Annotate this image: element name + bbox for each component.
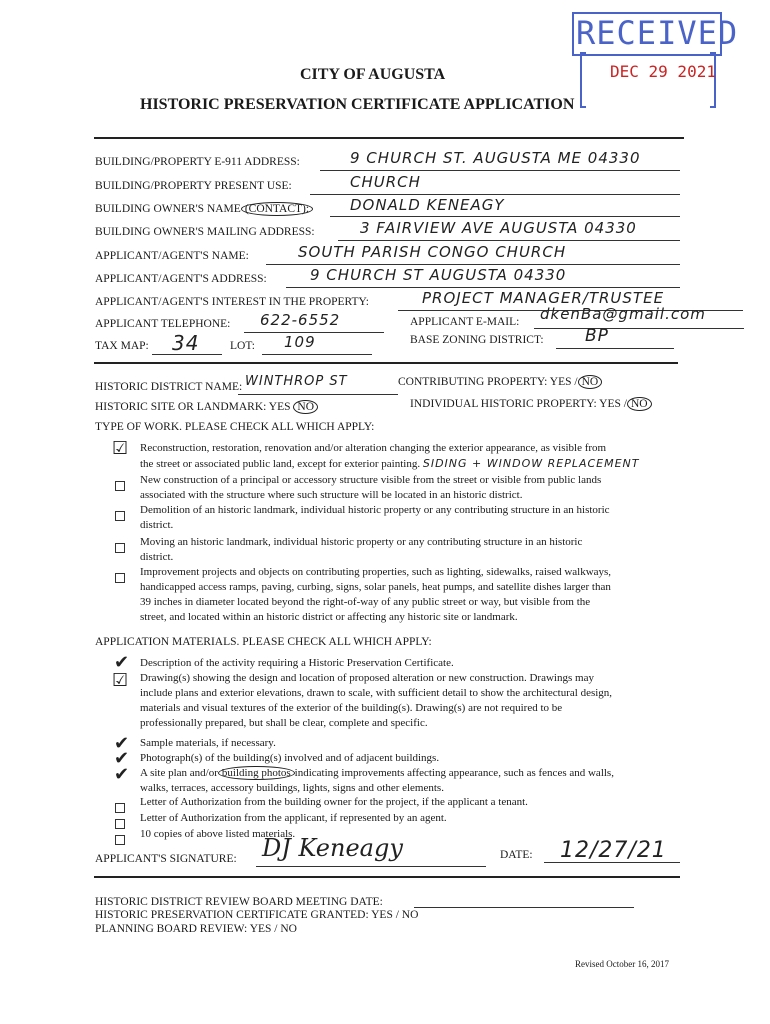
material-box-8-icon — [115, 835, 125, 845]
material-box-6-icon — [115, 803, 125, 813]
work-item-5-line3: 39 inches in diameter located beyond the right-of-way of any public street or way, but visible from the — [140, 596, 591, 608]
agent-address-value[interactable]: 9 CHURCH ST AUGUSTA 04330 — [310, 266, 567, 284]
taxmap-label: TAX MAP: — [95, 340, 149, 352]
owner-value[interactable]: DONALD KENEAGY — [350, 196, 505, 214]
applicant-signature[interactable]: DJ Keneagy — [262, 834, 403, 862]
owner-line — [330, 216, 680, 217]
work-box-4-icon — [115, 543, 125, 553]
use-label: BUILDING/PROPERTY PRESENT USE: — [95, 180, 292, 192]
material-box-7-icon — [115, 819, 125, 829]
material-checkbox-8-icon[interactable] — [115, 829, 125, 850]
material-item-5-line1 — [140, 766, 614, 781]
interest-value[interactable]: PROJECT MANAGER/TRUSTEE — [422, 289, 665, 307]
work-checkbox-1-checked-icon[interactable]: ☑ — [112, 438, 129, 459]
work-box-5-icon — [115, 573, 125, 583]
fields-rule — [94, 362, 678, 364]
site-label: HISTORIC SITE OR LANDMARK: YES — [95, 401, 291, 413]
material-item-6-line1: Letter of Authorization from the building owner for the project, if the applicant a tenant. — [140, 796, 528, 808]
work-item-1 — [140, 441, 640, 472]
material-item-4-line1: Photograph(s) of the building(s) involved and of adjacent buildings. — [140, 752, 440, 764]
meeting-date-line — [414, 907, 634, 908]
material-checkbox-1-checked-icon[interactable]: ✔ — [114, 652, 130, 673]
work-item-3-line1: Demolition of an historic landmark, individual historic property or any contributing structure in an historic — [140, 504, 610, 516]
city-title: CITY OF AUGUSTA — [300, 66, 446, 83]
stamp-bracket-left — [580, 52, 586, 108]
signature-rule — [94, 876, 680, 878]
district-name-value[interactable]: WINTHROP ST — [245, 374, 348, 389]
contributing-no[interactable]: NO — [578, 375, 603, 389]
material-item-3-line1: Sample materials, if necessary. — [140, 737, 276, 749]
work-item-4 — [140, 535, 582, 565]
zoning-label: BASE ZONING DISTRICT: — [410, 334, 544, 346]
work-item-2-line1: New construction of a principal or accessory structure visible from the street or visible from public lands — [140, 474, 602, 486]
work-item-2 — [140, 473, 601, 503]
material-item-2-line1: Drawing(s) showing the design and location of proposed alteration or new construction. Drawings may — [140, 672, 594, 684]
agent-address-label: APPLICANT/AGENT'S ADDRESS: — [95, 273, 267, 285]
individual — [410, 398, 652, 410]
material-checkbox-3-checked-icon[interactable]: ✔ — [114, 733, 130, 754]
work-checkbox-2-icon[interactable] — [115, 475, 125, 496]
mailing-label: BUILDING OWNER'S MAILING ADDRESS: — [95, 226, 315, 238]
lot-label: LOT: — [230, 340, 255, 352]
building-photos-circle: building photos — [218, 766, 295, 780]
mailing-line — [338, 240, 680, 241]
work-item-2-line2: associated with the structure where such structure will be located in an historic district. — [140, 489, 523, 501]
stamp-word: RECEIVED — [576, 14, 739, 52]
zoning-value[interactable]: BP — [585, 326, 609, 346]
use-line — [310, 194, 680, 195]
phone-value[interactable]: 622-6552 — [260, 311, 341, 329]
phone-label: APPLICANT TELEPHONE: — [95, 318, 231, 330]
work-item-5-line1: Improvement projects and objects on contributing properties, such as lighting, sidewalks, raised walkways, — [140, 566, 612, 578]
address-line — [320, 170, 680, 171]
contributing-label: CONTRIBUTING PROPERTY: YES / — [398, 376, 578, 388]
revised-date: Revised October 16, 2017 — [575, 959, 669, 969]
work-heading: TYPE OF WORK. PLEASE CHECK ALL WHICH APPLY: — [95, 421, 375, 433]
material-item-5-pre: A site plan and/or — [140, 767, 218, 779]
site — [95, 401, 318, 413]
meeting-date-label: HISTORIC DISTRICT REVIEW BOARD MEETING DATE: — [95, 896, 383, 908]
work-checkbox-4-icon[interactable] — [115, 537, 125, 558]
work-box-3-icon — [115, 511, 125, 521]
form-title: HISTORIC PRESERVATION CERTIFICATE APPLICATION — [140, 96, 575, 113]
site-no[interactable]: NO — [293, 400, 318, 414]
work-item-3 — [140, 503, 610, 533]
planning-review-label: PLANNING BOARD REVIEW: YES / NO — [95, 923, 297, 935]
signature-line — [256, 866, 486, 867]
material-item-5-line2: walks, terraces, accessory buildings, lights, signs and other elements. — [140, 782, 444, 794]
owner-label — [95, 203, 313, 215]
work-item-1-note: SIDING + WINDOW REPLACEMENT — [422, 457, 640, 470]
material-item-3 — [140, 736, 276, 751]
material-item-8-line1: 10 copies of above listed materials. — [140, 828, 296, 840]
taxmap-value[interactable]: 34 — [172, 331, 200, 355]
work-item-5-line2: handicapped access ramps, paving, curbing, signs, solar panels, heat pumps, and satellite dishes larger than — [140, 581, 611, 593]
material-item-7 — [140, 811, 447, 826]
work-checkbox-5-icon[interactable] — [115, 567, 125, 588]
signature-label: APPLICANT'S SIGNATURE: — [95, 853, 237, 865]
interest-label: APPLICANT/AGENT'S INTEREST IN THE PROPERTY: — [95, 296, 369, 308]
material-checkbox-5-checked-icon[interactable]: ✔ — [114, 764, 130, 785]
material-item-5 — [140, 766, 614, 796]
work-item-1-line2-text: the street or associated public land, except for exterior painting. — [140, 458, 421, 470]
material-item-2-line4: professionally prepared, but shall be clear, complete and specific. — [140, 717, 428, 729]
zoning-line — [556, 348, 674, 349]
material-checkbox-4-checked-icon[interactable]: ✔ — [114, 748, 130, 769]
mailing-value[interactable]: 3 FAIRVIEW AVE AUGUSTA 04330 — [360, 219, 637, 237]
agent-name-line — [266, 264, 680, 265]
work-item-5 — [140, 565, 611, 625]
date-line — [544, 862, 680, 863]
material-item-2-line3: materials and visual textures of the exterior of the building(s). Drawing(s) are not required to be — [140, 702, 563, 714]
address-label: BUILDING/PROPERTY E-911 ADDRESS: — [95, 156, 300, 168]
agent-name-label: APPLICANT/AGENT'S NAME: — [95, 250, 249, 262]
material-item-6 — [140, 795, 528, 810]
received-stamp — [572, 10, 739, 108]
individual-label: INDIVIDUAL HISTORIC PROPERTY: YES / — [410, 398, 627, 410]
material-checkbox-2-checked-icon[interactable]: ☑ — [112, 670, 129, 691]
material-item-5-post: indicating improvements affecting appearance, such as fences and walls, — [294, 767, 614, 779]
material-item-4 — [140, 751, 439, 766]
individual-no[interactable]: NO — [627, 397, 652, 411]
district-name-label: HISTORIC DISTRICT NAME: — [95, 381, 243, 393]
header-rule — [94, 137, 684, 139]
certificate-granted-label: HISTORIC PRESERVATION CERTIFICATE GRANTED: YES / NO — [95, 909, 419, 921]
material-item-7-line1: Letter of Authorization from the applicant, if represented by an agent. — [140, 812, 447, 824]
material-item-2 — [140, 671, 612, 731]
owner-label-text: BUILDING OWNER'S NAME — [95, 203, 241, 215]
use-value[interactable]: CHURCH — [350, 173, 421, 191]
work-item-1-line1: Reconstruction, restoration, renovation and/or alteration changing the exterior appearance, as visible from — [140, 442, 607, 454]
email-line — [534, 328, 744, 329]
agent-name-value[interactable]: SOUTH PARISH CONGO CHURCH — [298, 243, 567, 261]
work-item-4-line1: Moving an historic landmark, individual historic property or any contributing structure in an historic — [140, 536, 583, 548]
stamp-date: DEC 29 2021 — [610, 62, 716, 81]
district-name-line — [238, 394, 398, 395]
agent-address-line — [286, 287, 680, 288]
date-label: DATE: — [500, 849, 533, 861]
address-value[interactable]: 9 CHURCH ST. AUGUSTA ME 04330 — [350, 149, 641, 167]
work-item-1-line2 — [140, 456, 640, 472]
lot-line — [262, 354, 372, 355]
work-item-5-line4: street, and located within an historic district or affecting any historic site or landmark. — [140, 611, 518, 623]
email-value[interactable]: dkenBa@gmail.com — [540, 305, 706, 323]
contributing — [398, 376, 602, 388]
work-item-4-line2: district. — [140, 551, 174, 563]
taxmap-line — [152, 354, 222, 355]
lot-value[interactable]: 109 — [284, 333, 316, 351]
material-item-1-line1: Description of the activity requiring a Historic Preservation Certificate. — [140, 657, 454, 669]
work-box-2-icon — [115, 481, 125, 491]
material-item-1 — [140, 656, 454, 671]
date-value[interactable]: 12/27/21 — [560, 838, 667, 863]
email-label: APPLICANT E-MAIL: — [410, 316, 520, 328]
materials-heading: APPLICATION MATERIALS. PLEASE CHECK ALL WHICH APPLY: — [95, 636, 432, 648]
work-checkbox-3-icon[interactable] — [115, 505, 125, 526]
work-item-3-line2: district. — [140, 519, 174, 531]
material-item-2-line2: include plans and exterior elevations, drawn to scale, with sufficient detail to show the architectural design, — [140, 687, 613, 699]
contact-circle: (CONTACT): — [241, 202, 313, 216]
